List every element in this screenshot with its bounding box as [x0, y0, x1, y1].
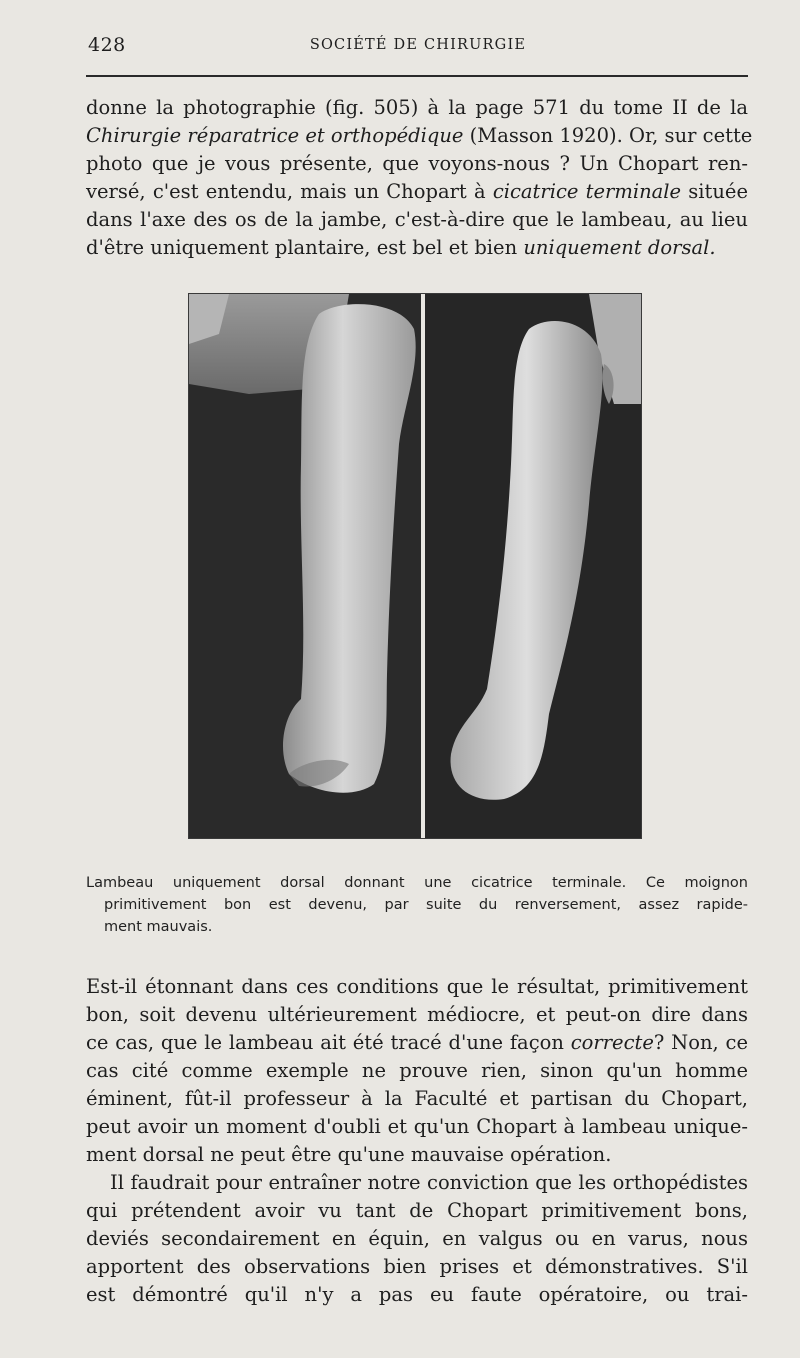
text-line: qui prétendent avoir vu tant de Chopart primitivement bons, [86, 1199, 748, 1222]
book-title: Chirurgie réparatrice et orthopédique [86, 124, 464, 147]
emphasis-text: uniquement dorsal. [523, 236, 716, 259]
text-line [86, 178, 748, 206]
text-fragment: d'être uniquement plantaire, est bel et bien [86, 236, 524, 259]
page-number: 428 [88, 34, 126, 56]
figure-caption [86, 872, 748, 938]
running-head [88, 34, 748, 60]
text-line: apportent des observations bien prises et démonstratives. S'il [86, 1255, 748, 1278]
emphasis-text: correcte [570, 1031, 654, 1054]
text-line [86, 1029, 748, 1057]
stump-photos [189, 294, 641, 838]
text-line: éminent, fût-il professeur à la Faculté et partisan du Chopart, [86, 1087, 748, 1110]
text-line: deviés secondairement en équin, en valgus ou en varus, nous [86, 1227, 748, 1250]
text-fragment: située [681, 180, 748, 203]
caption-line: Lambeau uniquement dorsal donnant une cicatrice terminale. Ce moignon [86, 875, 748, 891]
text-line: dans l'axe des os de la jambe, c'est-à-dire que le lambeau, au lieu [86, 208, 748, 231]
header-rule [86, 75, 748, 77]
text-line: est démontré qu'il n'y a pas eu faute opératoire, ou trai- [86, 1283, 748, 1306]
text-line: photo que je vous présente, que voyons-nous ? Un Chopart ren- [86, 152, 748, 175]
caption-line: primitivement bon est devenu, par suite du renversement, assez rapide- [104, 897, 748, 913]
text-line [86, 234, 748, 262]
right-photo [425, 294, 641, 838]
text-line: ment dorsal ne peut être qu'une mauvaise opération. [86, 1143, 612, 1166]
text-fragment: ce cas, que le lambeau ait été tracé d'une façon [86, 1031, 571, 1054]
body-paragraph-1 [86, 973, 748, 1169]
left-photo [189, 294, 421, 838]
text-fragment: ? Non, ce [653, 1031, 749, 1054]
text-fragment: versé, c'est entendu, mais un Chopart à [86, 180, 493, 203]
body-paragraph-2 [86, 1169, 748, 1309]
text-line [86, 122, 753, 150]
text-line: Est-il étonnant dans ces conditions que le résultat, primitivement [86, 975, 748, 998]
text-line: donne la photographie (fig. 505) à la page 571 du tome II de la [86, 96, 748, 119]
caption-line: ment mauvais. [104, 919, 213, 935]
text-fragment: (Masson 1920). Or, sur cette [463, 124, 753, 147]
text-line: bon, soit devenu ultérieurement médiocre, et peut-on dire dans [86, 1003, 748, 1026]
text-line: Il faudrait pour entraîner notre conviction que les orthopédistes [110, 1171, 748, 1194]
text-line: peut avoir un moment d'oubli et qu'un Chopart à lambeau unique- [86, 1115, 748, 1138]
figure-photograph [188, 293, 642, 839]
running-title: SOCIÉTÉ DE CHIRURGIE [309, 37, 527, 53]
emphasis-text: cicatrice terminale [492, 180, 682, 203]
intro-paragraph [86, 94, 753, 262]
text-line: cas cité comme exemple ne prouve rien, sinon qu'un homme [86, 1059, 748, 1082]
